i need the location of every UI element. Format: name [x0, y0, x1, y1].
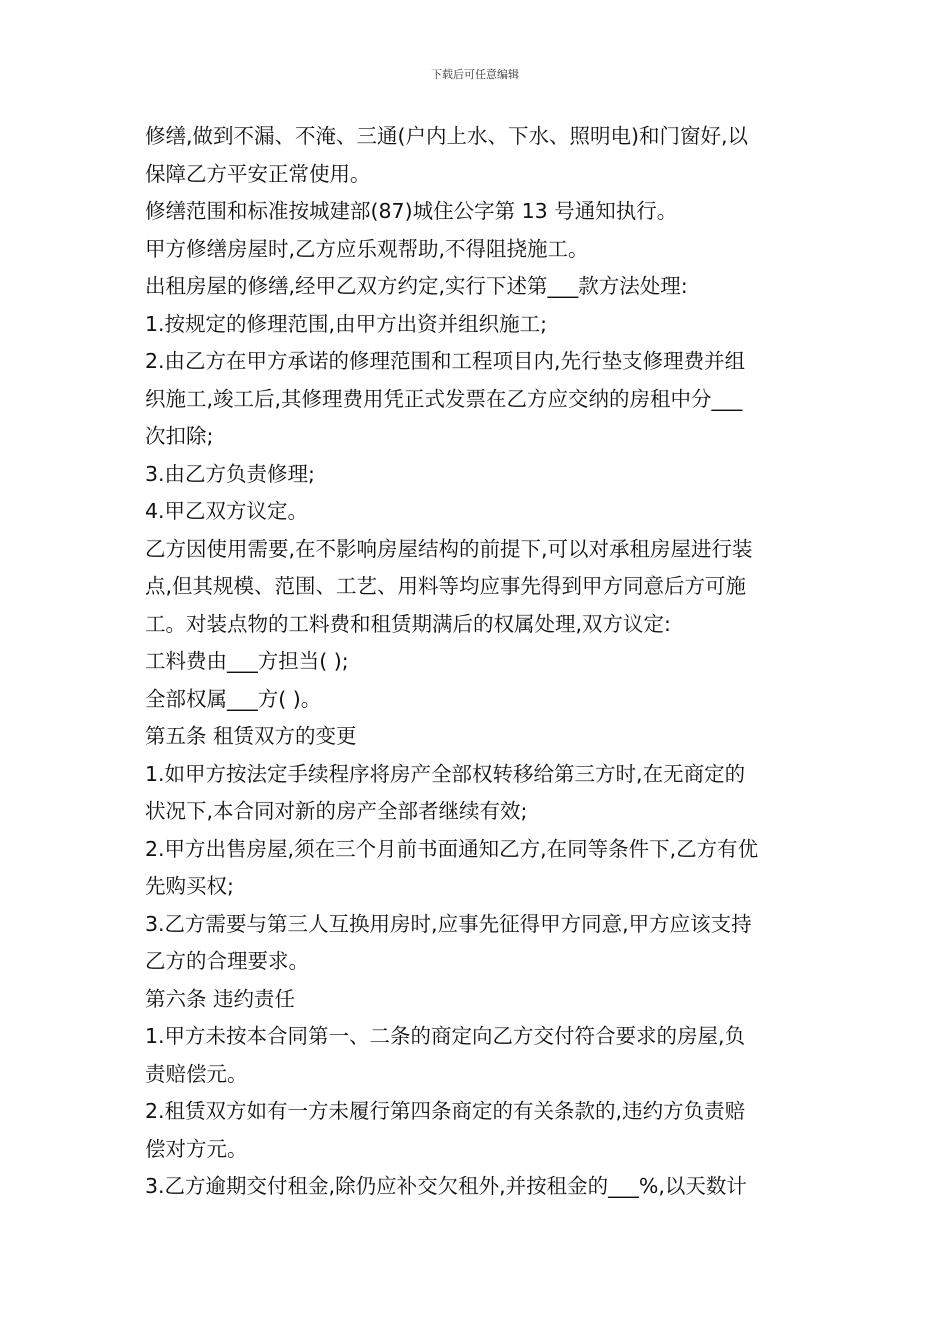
document-body — [145, 118, 810, 1206]
text-line: 工。对装点物的工料费和租赁期满后的权属处理,双方议定: — [145, 611, 671, 636]
text-line: 点,但其规模、范围、工艺、用料等均应事先得到甲方同意后方可施 — [145, 574, 747, 598]
list-item: 1.甲方未按本合同第一、二条的商定向乙方交付符合要求的房屋,负 — [145, 1024, 746, 1048]
text-line: 工料费由___方担当( ); — [145, 649, 349, 673]
text-line: 甲方修缮房屋时,乙方应乐观帮助,不得阻挠施工。 — [145, 236, 589, 261]
text-line: 先购买权; — [145, 874, 234, 898]
text-line: 出租房屋的修缮,经甲乙双方约定,实行下述第___款方法处理: — [145, 274, 688, 298]
list-item: 3.乙方需要与第三人互换用房时,应事先征得甲方同意,甲方应该支持 — [145, 911, 752, 936]
list-item: 2.租赁双方如有一方未履行第四条商定的有关条款的,违约方负责赔 — [145, 1099, 746, 1123]
list-item: 4.甲乙双方议定。 — [145, 499, 309, 523]
list-item: 3.乙方逾期交付租金,除仍应补交欠租外,并按租金的___%,以天数计 — [145, 1174, 747, 1198]
text-line: 织施工,竣工后,其修理费用凭正式发票在乙方应交纳的房租中分___ — [145, 386, 743, 411]
section-heading: 第六条 违约责任 — [145, 986, 296, 1011]
list-item: 1.如甲方按法定手续程序将房产全部权转移给第三方时,在无商定的 — [145, 761, 746, 786]
text-line: 状况下,本合同对新的房产全部者继续有效; — [145, 799, 528, 823]
text-line: 乙方因使用需要,在不影响房屋结构的前提下,可以对承租房屋进行装 — [145, 536, 753, 561]
section-heading: 第五条 租赁双方的变更 — [145, 724, 357, 748]
text-line: 乙方的合理要求。 — [145, 949, 309, 973]
text-line: 修缮,做到不漏、不淹、三通(户内上水、下水、照明电)和门窗好,以 — [145, 124, 749, 148]
text-line: 修缮范围和标准按城建部(87)城住公字第 13 号通知执行。 — [145, 199, 678, 223]
text-line: 偿对方元。 — [145, 1136, 248, 1161]
page-header: 下载后可任意编辑 — [431, 68, 519, 81]
text-line: 保障乙方平安正常使用。 — [145, 161, 371, 186]
list-item: 2.甲方出售房屋,须在三个月前书面通知乙方,在同等条件下,乙方有优 — [145, 836, 759, 861]
text-line: 全部权属___方( )。 — [145, 686, 322, 711]
list-item: 3.由乙方负责修理; — [145, 461, 315, 486]
text-line: 次扣除; — [145, 424, 214, 448]
text-line: 责赔偿元。 — [145, 1061, 248, 1086]
list-item: 1.按规定的修理范围,由甲方出资并组织施工; — [145, 311, 547, 336]
list-item: 2.由乙方在甲方承诺的修理范围和工程项目内,先行垫支修理费并组 — [145, 349, 746, 373]
